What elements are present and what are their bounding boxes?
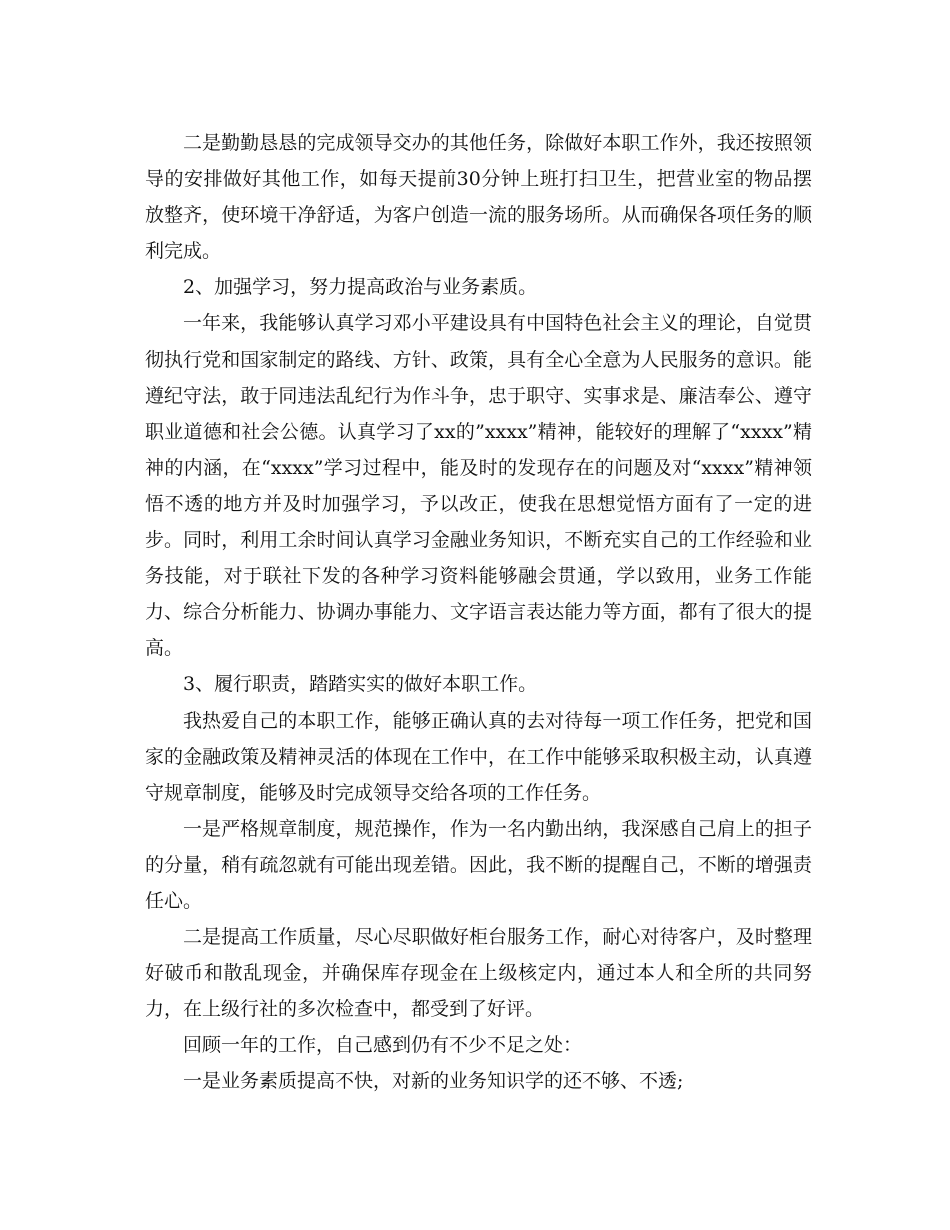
paragraph-work-quality: 二是提高工作质量，尽心尽职做好柜台服务工作，耐心对待客户，及时整理好破币和散乱现金，并确保库存现金在上级核定内，通过本人和全所的共同努力，在上级行社的多次检查中，都受到了好评。	[145, 926, 812, 1021]
paragraph-task-completion: 二是勤勤恳恳的完成领导交办的其他任务，除做好本职工作外，我还按照领导的安排做好其他工作，如每天提前30分钟上班打扫卫生，把营业室的物品摆放整齐，使环境干净舒适，为客户创造一流的服务场所。从而确保各项任务的顺利完成。	[145, 132, 812, 263]
paragraph-love-work: 我热爱自己的本职工作，能够正确认真的去对待每一项工作任务，把党和国家的金融政策及精神灵活的体现在工作中，在工作中能够采取积极主动，认真遵守规章制度，能够及时完成领导交给各项的工作任务。	[145, 709, 812, 804]
paragraph-study-details: 一年来，我能够认真学习邓小平建设具有中国特色社会主义的理论，自觉贯彻执行党和国家制定的路线、方针、政策，具有全心全意为人民服务的意识。能遵纪守法，敢于同违法乱纪行为作斗争，忠于职守、实事求是、廉洁奉公、遵守职业道德和社会公德。认真学习了xx的”xxxx”精神，能较好的理解了“xxxx”精神的内涵，在“xxxx”学习过程中，能及时的发现存在的问题及对“xxxx”精神领悟不透的地方并及时加强学习，予以改正，使我在思想觉悟方面有了一定的进步。同时，利用工余时间认真学习金融业务知识，不断充实自己的工作经验和业务技能，对于联社下发的各种学习资料能够融会贯通，学以致用，业务工作能力、综合分析能力、协调办事能力、文字语言表达能力等方面，都有了很大的提高。	[145, 312, 812, 660]
paragraph-review-shortcomings: 回顾一年的工作，自己感到仍有不少不足之处：	[183, 1034, 583, 1057]
document-body	[145, 125, 812, 1100]
heading-strengthen-study: 2、加强学习，努力提高政治与业务素质。	[183, 276, 538, 299]
paragraph-shortcoming-one: 一是业务素质提高不快，对新的业务知识学的还不够、不透;	[183, 1070, 684, 1093]
heading-fulfill-duties: 3、履行职责，踏踏实实的做好本职工作。	[183, 673, 538, 696]
paragraph-strict-rules: 一是严格规章制度，规范操作，作为一名内勤出纳，我深感自己肩上的担子的分量，稍有疏忽就有可能出现差错。因此，我不断的提醒自己，不断的增强责任心。	[145, 817, 812, 912]
